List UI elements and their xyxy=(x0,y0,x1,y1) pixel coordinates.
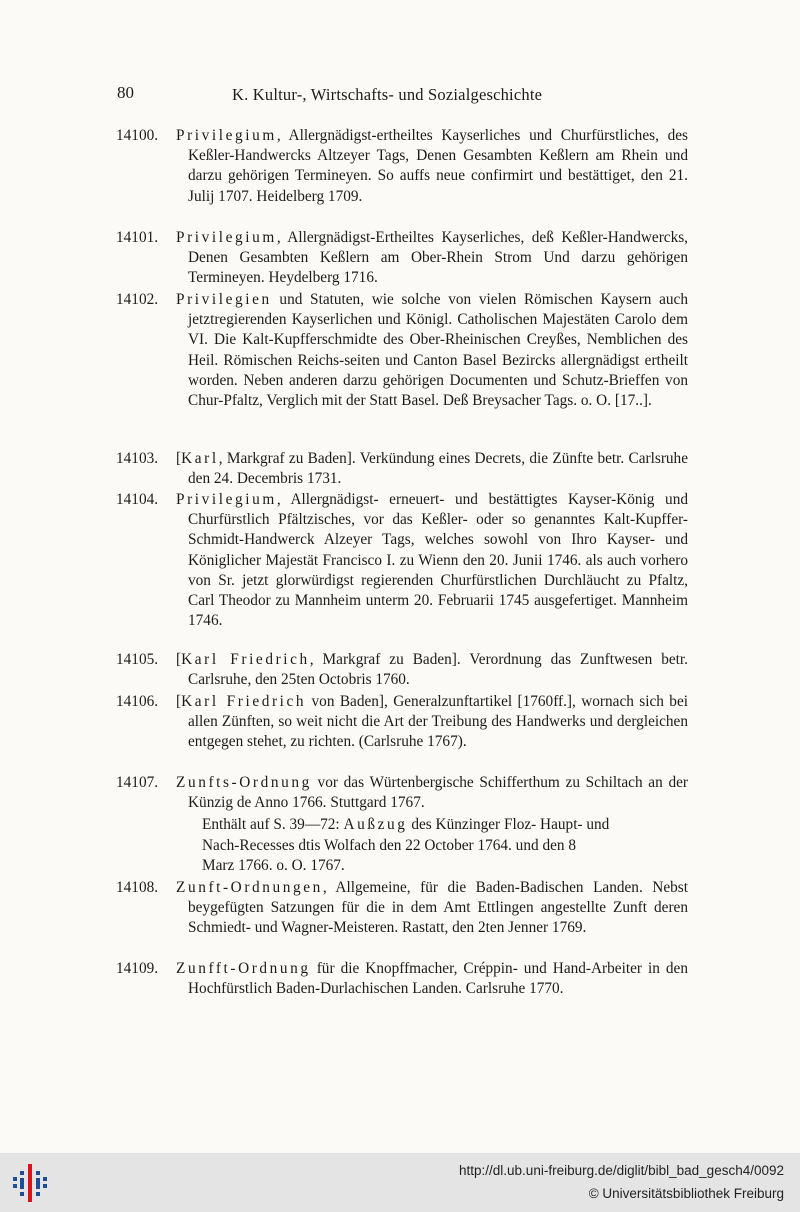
entry-text xyxy=(176,692,688,753)
entry-lead: Privilegium xyxy=(176,229,277,246)
entry-number: 14106. xyxy=(116,693,159,710)
running-head: K. Kultur-, Wirtschafts- und Sozialgeschichte xyxy=(232,85,543,104)
entry-number: 14105. xyxy=(116,651,159,668)
entry-bracket: [ xyxy=(176,651,182,668)
entry-bracket: [ xyxy=(176,450,182,467)
page-url-link[interactable]: http://dl.ub.uni-freiburg.de/diglit/bibl_bad_gesch4/0092 xyxy=(459,1163,784,1178)
entry-lead: Zunft-Ordnungen xyxy=(176,879,323,896)
entry-lead: Zunfft-Ordnung xyxy=(176,960,311,977)
entry-body: , Markgraf zu Baden]. Verordnung das Zunftwesen betr. Carlsruhe, den 25ten Octobris 1760. xyxy=(188,651,688,689)
entry-body: , Markgraf zu Baden]. Verkündung eines Decrets, die Zünfte betr. Carlsruhe den 24. Decembris 1731. xyxy=(188,450,688,488)
bibliography-entry xyxy=(116,773,688,876)
bibliography-entry xyxy=(116,959,688,999)
entry-number: 14101. xyxy=(116,229,159,246)
bibliography-entry xyxy=(116,126,688,207)
entry-text xyxy=(176,650,688,690)
bibliography-entry xyxy=(116,228,688,289)
entry-lead: Karl xyxy=(181,450,219,467)
entry-text xyxy=(176,773,688,813)
entry-number: 14103. xyxy=(116,450,159,467)
library-footer xyxy=(0,1153,800,1212)
entry-number: 14100. xyxy=(116,127,159,144)
entry-number: 14104. xyxy=(116,491,159,508)
entry-text xyxy=(176,290,688,411)
bibliography-entry xyxy=(116,692,688,753)
entry-number: 14109. xyxy=(116,960,159,977)
entry-lead: Karl Friedrich xyxy=(181,651,310,668)
entry-body: , Allergnädigst- erneuert- und bestättigtes Kayser-König und Churfürstlich Pfältzisches, vor das Keßler- oder so genanntes Kalt-Kupffer-Schmidt-Handwerck Alzeyer Tags, welches sowohl von Ihro Kayser- und Königlicher Majestät Francisco I. zu Wienn den 20. Junii 1746. als auch vorhero von Sr. jetzt glorwürdigst regierenden Churfürstlichen Durchläucht zu Pfaltz, Carl Theodor zu Mannheim unterm 20. Februarii 1745 ausgefertiget. Mannheim 1746. xyxy=(188,491,688,630)
entry-lead: Zunfts-Ordnung xyxy=(176,774,312,791)
note-prefix: Enthält auf S. 39—72: xyxy=(202,816,344,834)
entry-text xyxy=(176,228,688,289)
entry-bracket: [ xyxy=(176,693,182,710)
entry-number: 14102. xyxy=(116,291,159,308)
entry-body: , Allergnädigst-Ertheiltes Kayserliches, deß Keßler-Handwercks, Denen Gesambten Keßlern am Ober-Rhein Strom Und darzu gehörigen Termineyen. Heydelberg 1716. xyxy=(188,229,688,287)
entry-text xyxy=(176,490,688,631)
entry-note xyxy=(202,815,612,876)
entry-text xyxy=(176,878,688,939)
page-number: 80 xyxy=(117,83,134,102)
entry-body: , Allergnädigst-ertheiltes Kayserliches und Churfürstliches, des Keßler-Handwercks Altzeyer Tags, Denen Gesambten Keßlern am Rhein und darzu gehörigen Termineyen. So auffs neue confirmirt und bestättiget, den 21. Julij 1707. Heidelberg 1709. xyxy=(188,127,688,205)
bibliography-entry xyxy=(116,449,688,489)
bibliography-entry xyxy=(116,290,688,411)
entry-lead: Privilegien xyxy=(176,291,272,308)
entry-text xyxy=(176,449,688,489)
bibliography-entry xyxy=(116,878,688,939)
entry-body: von Baden], Generalzunftartikel [1760ff.], wornach sich bei allen Zünften, so weit nicht die Art der Treibung des Handwerks und dergleichen entgegen stehet, zu richten. (Carlsruhe 1767). xyxy=(188,693,688,751)
entry-lead: Privilegium xyxy=(176,127,277,144)
entry-text xyxy=(176,126,688,207)
bibliography-entry xyxy=(116,650,688,690)
entry-lead: Privilegium xyxy=(176,491,277,508)
entry-text xyxy=(176,959,688,999)
entry-body: vor das Würtenbergische Schifferthum zu Schiltach an der Künzig de Anno 1766. Stuttgard 1767. xyxy=(188,774,688,812)
entry-lead: Karl Friedrich xyxy=(181,693,307,710)
note-lead: Außzug xyxy=(343,816,408,834)
entry-body: für die Knopffmacher, Créppin- und Hand-Arbeiter in den Hochfürstlich Baden-Durlachischen Landen. Carlsruhe 1770. xyxy=(188,960,688,998)
note-body: des Künzinger Floz- Haupt- und Nach-Recesses dtis Wolfach den 22 October 1764. und den 8 Marz 1766. o. O. 1767. xyxy=(202,816,610,874)
entry-body: , Allgemeine, für die Baden-Badischen Landen. Nebst beygefügten Satzungen für die in dem Amt Ettlingen angestellte Zunft deren Schmiedt- und Wagner-Meisteren. Rastatt, den 2ten Jenner 1769. xyxy=(188,879,688,937)
entry-body: und Statuten, wie solche von vielen Römischen Kaysern auch jetztregierenden Kayserlichen und Königl. Catholischen Majestäten Carolo dem VI. Die Kalt-Kupfferschmidte des Ober-Rheinischen Creyßes, Nemblichen des Heil. Römischen Reichs-seiten und Canton Basel Bezircks allergnädigst ertheilt worden. Neben anderen darzu gehörigen Documenten und Schutz-Brieffen von Chur-Pfaltz, Verglich mit der Statt Basel. Deß Breysacher Tags. o. O. [17..]. xyxy=(188,291,688,410)
copyright-notice: © Universitätsbibliothek Freiburg xyxy=(588,1186,784,1201)
entry-number: 14108. xyxy=(116,879,159,896)
entry-number: 14107. xyxy=(116,774,159,791)
bibliography-entry xyxy=(116,490,688,631)
ub-freiburg-logo-icon[interactable] xyxy=(10,1161,54,1205)
